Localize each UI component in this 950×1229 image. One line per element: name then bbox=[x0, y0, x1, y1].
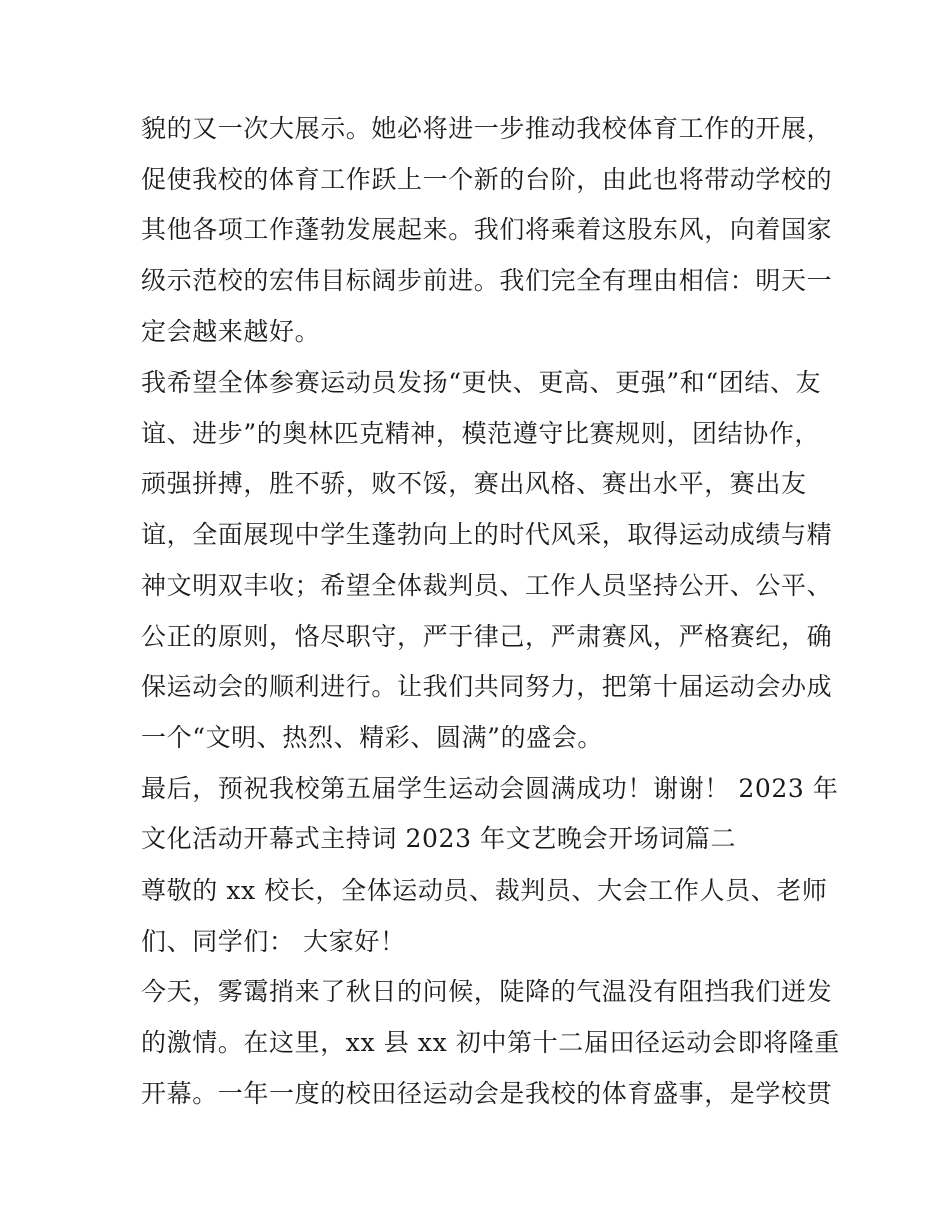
text-line: 定会越来越好。 bbox=[141, 317, 321, 346]
text-line: 开幕。一年一度的校田径运动会是我校的体育盛事，是学校贯 bbox=[141, 1079, 833, 1108]
text-line: 级示范校的宏伟目标阔步前进。我们完全有理由相信：明天一 bbox=[141, 266, 833, 295]
text-line: 的激情。在这里，xx 县 xx 初中第十二届田径运动会即将隆重 bbox=[141, 1028, 840, 1057]
text-line: 谊，全面展现中学生蓬勃向上的时代风采，取得运动成绩与精 bbox=[141, 520, 833, 549]
text-line: 文化活动开幕式主持词 2023 年文艺晚会开场词篇二 bbox=[141, 824, 737, 853]
text-line: 谊、进步”的奥林匹克精神，模范遵守比赛规则，团结协作， bbox=[141, 419, 820, 448]
text-line: 一个“文明、热烈、精彩、圆满”的盛会。 bbox=[141, 723, 603, 752]
text-line: 顽强拼搏，胜不骄，败不馁，赛出风格、赛出水平，赛出友 bbox=[141, 469, 807, 498]
text-line: 今天，雾霭捎来了秋日的问候，陡降的气温没有阻挡我们迸发 bbox=[141, 977, 833, 1006]
text-line: 公正的原则，恪尽职守，严于律己，严肃赛风，严格赛纪，确 bbox=[141, 622, 833, 651]
text-line: 神文明双丰收；希望全体裁判员、工作人员坚持公开、公平、 bbox=[141, 571, 833, 600]
text-line: 们、同学们： 大家好！ bbox=[141, 927, 406, 956]
text-line: 尊敬的 xx 校长，全体运动员、裁判员、大会工作人员、老师 bbox=[141, 876, 828, 905]
text-line: 保运动会的顺利进行。让我们共同努力，把第十届运动会办成 bbox=[141, 672, 833, 701]
text-line: 最后，预祝我校第五届学生运动会圆满成功！谢谢！ 2023 年 bbox=[141, 774, 839, 803]
text-line: 促使我校的体育工作跃上一个新的台阶，由此也将带动学校的 bbox=[141, 165, 833, 194]
text-line: 其他各项工作蓬勃发展起来。我们将乘着这股东风，向着国家 bbox=[141, 215, 833, 244]
text-line: 我希望全体参赛运动员发扬“更快、更高、更强”和“团结、友 bbox=[141, 368, 822, 397]
text-line: 貌的又一次大展示。她必将进一步推动我校体育工作的开展， bbox=[141, 114, 833, 143]
